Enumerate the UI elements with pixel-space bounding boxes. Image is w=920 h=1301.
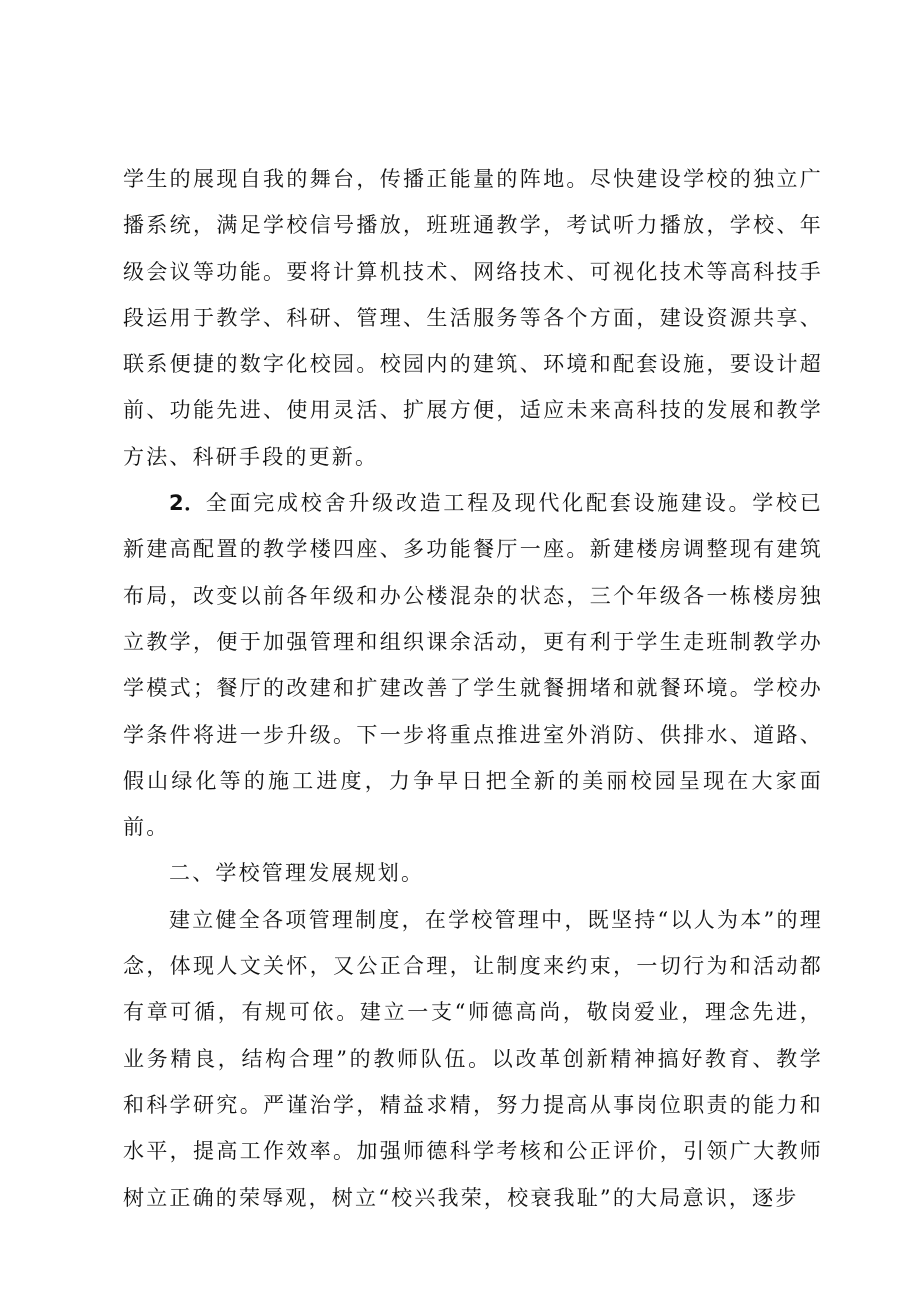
paragraph-text: 建立健全各项管理制度，在学校管理中，既坚持“以人为本”的理念，体现人文关怀，又公正合理，让制度来约束，一切行为和活动都有章可循，有规可依。建立一支“师德高尚，敬岗爱业，理念先进，业务精良，结构合理”的教师队伍。以改革创新精神搞好教育、教学和科学研究。严谨治学，精益求精，努力提高从事岗位职责的能力和水平，提高工作效率。加强师德科学考核和公正评价，引领广大教师树立正确的荣辱观，树立“校兴我荣，校衰我耻”的大局意识，逐步 xyxy=(123,907,823,1210)
section-heading-management-plan xyxy=(123,850,823,896)
item-number: 2． xyxy=(169,491,206,516)
paragraph-text: 全面完成校舍升级改造工程及现代化配套设施建设。学校已新建高配置的教学楼四座、多功能餐厅一座。新建楼房调整现有建筑布局，改变以前各年级和办公楼混杂的状态，三个年级各一栋楼房独立教学，便于加强管理和组织课余活动，更有利于学生走班制教学办学模式；餐厅的改建和扩建改善了学生就餐拥堵和就餐环境。学校办学条件将进一步升级。下一步将重点推进室外消防、供排水、道路、假山绿化等的施工进度，力争早日把全新的美丽校园呈现在大家面前。 xyxy=(123,491,823,840)
document-body xyxy=(123,156,823,1221)
paragraph-broadcast-digital-campus xyxy=(123,156,823,480)
paragraph-text: 学生的展现自我的舞台，传播正能量的阵地。尽快建设学校的独立广播系统，满足学校信号播放，班班通教学，考试听力播放，学校、年级会议等功能。要将计算机技术、网络技术、可视化技术等高科技手段运用于教学、科研、管理、生活服务等各个方面，建设资源共享、联系便捷的数字化校园。校园内的建筑、环境和配套设施，要设计超前、功能先进、使用灵活、扩展方便，适应未来高科技的发展和教学方法、科研手段的更新。 xyxy=(123,167,823,469)
paragraph-school-building-upgrade xyxy=(123,480,823,850)
heading-text: 二、学校管理发展规划。 xyxy=(169,861,425,886)
paragraph-management-system xyxy=(123,897,823,1221)
